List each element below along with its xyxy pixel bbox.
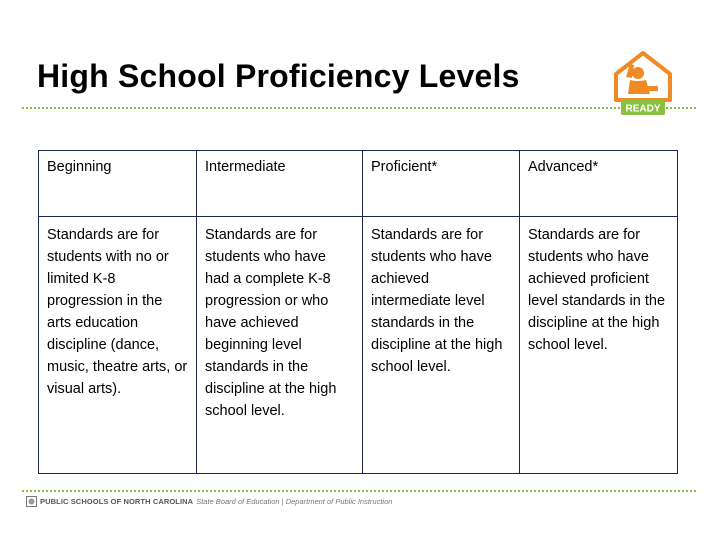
logo-label: READY	[625, 103, 661, 115]
footer-subtitle: State Board of Education | Department of Public Instruction	[196, 497, 393, 506]
table-header-row	[39, 151, 678, 217]
cell-advanced-description: Standards are for students who have achieved proficient level standards in the discipline at the high school level.	[520, 217, 678, 474]
ready-student-house-icon	[612, 50, 674, 118]
proficiency-levels-table	[38, 150, 678, 474]
table-row	[39, 217, 678, 474]
cell-proficient-description: Standards are for students who have achieved intermediate level standards in the discipline at the high school level.	[363, 217, 520, 474]
nc-state-seal-icon	[26, 496, 37, 507]
footer	[26, 496, 392, 507]
cell-intermediate-description: Standards are for students who have had a complete K-8 progression or who have achieved beginning level standards in the discipline at the high school level.	[197, 217, 363, 474]
header-cell-proficient: Proficient*	[363, 151, 520, 217]
header-cell-advanced: Advanced*	[520, 151, 678, 217]
page-title: High School Proficiency Levels	[37, 58, 520, 94]
footer-divider	[22, 490, 696, 492]
header-cell-beginning: Beginning	[39, 151, 197, 217]
header-divider	[22, 107, 696, 109]
cell-beginning-description: Standards are for students with no or limited K-8 progression in the arts education discipline (dance, music, theatre arts, or visual arts).	[39, 217, 197, 474]
footer-org: PUBLIC SCHOOLS OF NORTH CAROLINA	[40, 497, 194, 506]
header-cell-intermediate: Intermediate	[197, 151, 363, 217]
